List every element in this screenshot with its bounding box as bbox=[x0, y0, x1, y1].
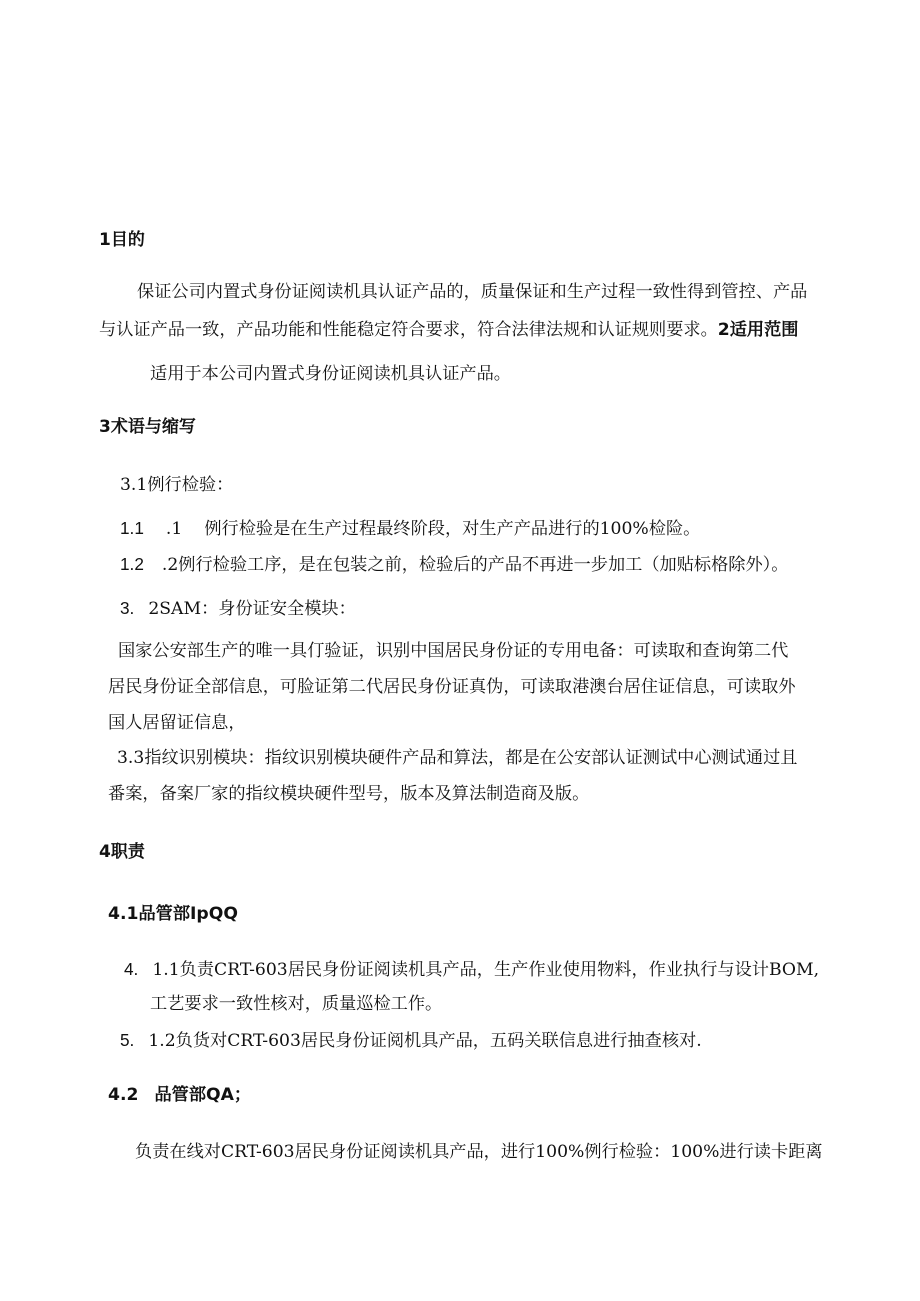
ipqc-item-1-line-1 bbox=[124, 957, 819, 982]
qa-paragraph-line-1: 负责在线对CRT-603居民身份证阅读机具产品，进行100%例行检验：100%进行读卡距离 bbox=[135, 1142, 823, 1162]
heading-scope: 2适用范围 bbox=[717, 320, 799, 340]
heading-ipqc: 4.1品管部IpQQ bbox=[108, 904, 238, 924]
ipqc-item-1-line-2: 工艺要求一致性核对，质量巡检工作。 bbox=[150, 994, 443, 1014]
term-1-2-item bbox=[120, 552, 788, 577]
term-1-1-sub: .1 bbox=[165, 519, 183, 539]
heading-terms: 3术语与缩写 bbox=[99, 417, 196, 437]
term-1-2-text: .2例行检验工序，是在包装之前，检验后的产品不再进一步加工（加贴标格除外）。 bbox=[161, 555, 789, 575]
term-3-3-line-1: 3.3指纹识别模块：指纹识别模块硬件产品和算法，都是在公安部认证测试中心测试通过且 bbox=[117, 748, 798, 768]
term-1-2-number: 1.2 bbox=[120, 554, 144, 574]
heading-qa bbox=[108, 1083, 251, 1107]
sam-description-line-2: 居民身份证全部信息，可脸证第二代居民身份证真伪，可读取港澳台居住证信息，可读取外 bbox=[108, 677, 796, 697]
purpose-paragraph-text: 与认证产品一致，产品功能和性能稳定符合要求，符合法律法规和认证规则要求。 bbox=[99, 320, 718, 340]
term-1-1-text: 例行检验是在生产过程最终阶段，对生产产品进行的100%检险。 bbox=[204, 519, 701, 539]
heading-qa-number: 4.2 bbox=[108, 1085, 139, 1105]
sam-description-line-1: 国家公安部生产的唯一具仃验证，识别中国居民身份证的专用电备：可读取和查询第二代 bbox=[118, 641, 789, 661]
ipqc-item-1-text: 1.1负责CRT-603居民身份证阅读机具产品，生产作业使用物料，作业执行与设计BOM, bbox=[152, 960, 820, 980]
ipqc-item-2-number: 5. bbox=[120, 1030, 135, 1050]
scope-paragraph: 适用于本公司内置式身份证阅读机具认证产品。 bbox=[150, 364, 511, 384]
term-1-1-item bbox=[120, 516, 700, 541]
term-sam-number: 3. bbox=[120, 598, 135, 618]
heading-responsibilities: 4职责 bbox=[99, 842, 145, 862]
ipqc-item-2 bbox=[120, 1028, 702, 1053]
heading-purpose: 1目的 bbox=[99, 230, 145, 250]
term-sam-label: 2SAM：身份证安全模块： bbox=[148, 599, 356, 619]
term-3-1-label: 3.1例行检验： bbox=[120, 475, 234, 495]
sam-description-line-3: 国人居留证信息， bbox=[108, 713, 246, 733]
purpose-paragraph-line-1: 保证公司内置式身份证阅读机具认证产品的，质量保证和生产过程一致性得到管控、产品 bbox=[137, 282, 808, 302]
term-3-3-line-2: 番案，备案厂家的指纹模块硬件型号，版本及算法制造商及版。 bbox=[108, 784, 590, 804]
term-sam-item bbox=[120, 596, 356, 621]
heading-qa-text: 品管部QA； bbox=[154, 1085, 252, 1105]
ipqc-item-1-number: 4. bbox=[124, 959, 139, 979]
term-1-1-number: 1.1 bbox=[120, 518, 144, 538]
ipqc-item-2-text: 1.2负货对CRT-603居民身份证阅机具产品，五码关联信息进行抽查核对. bbox=[148, 1031, 702, 1051]
purpose-paragraph-line-2 bbox=[99, 318, 798, 342]
